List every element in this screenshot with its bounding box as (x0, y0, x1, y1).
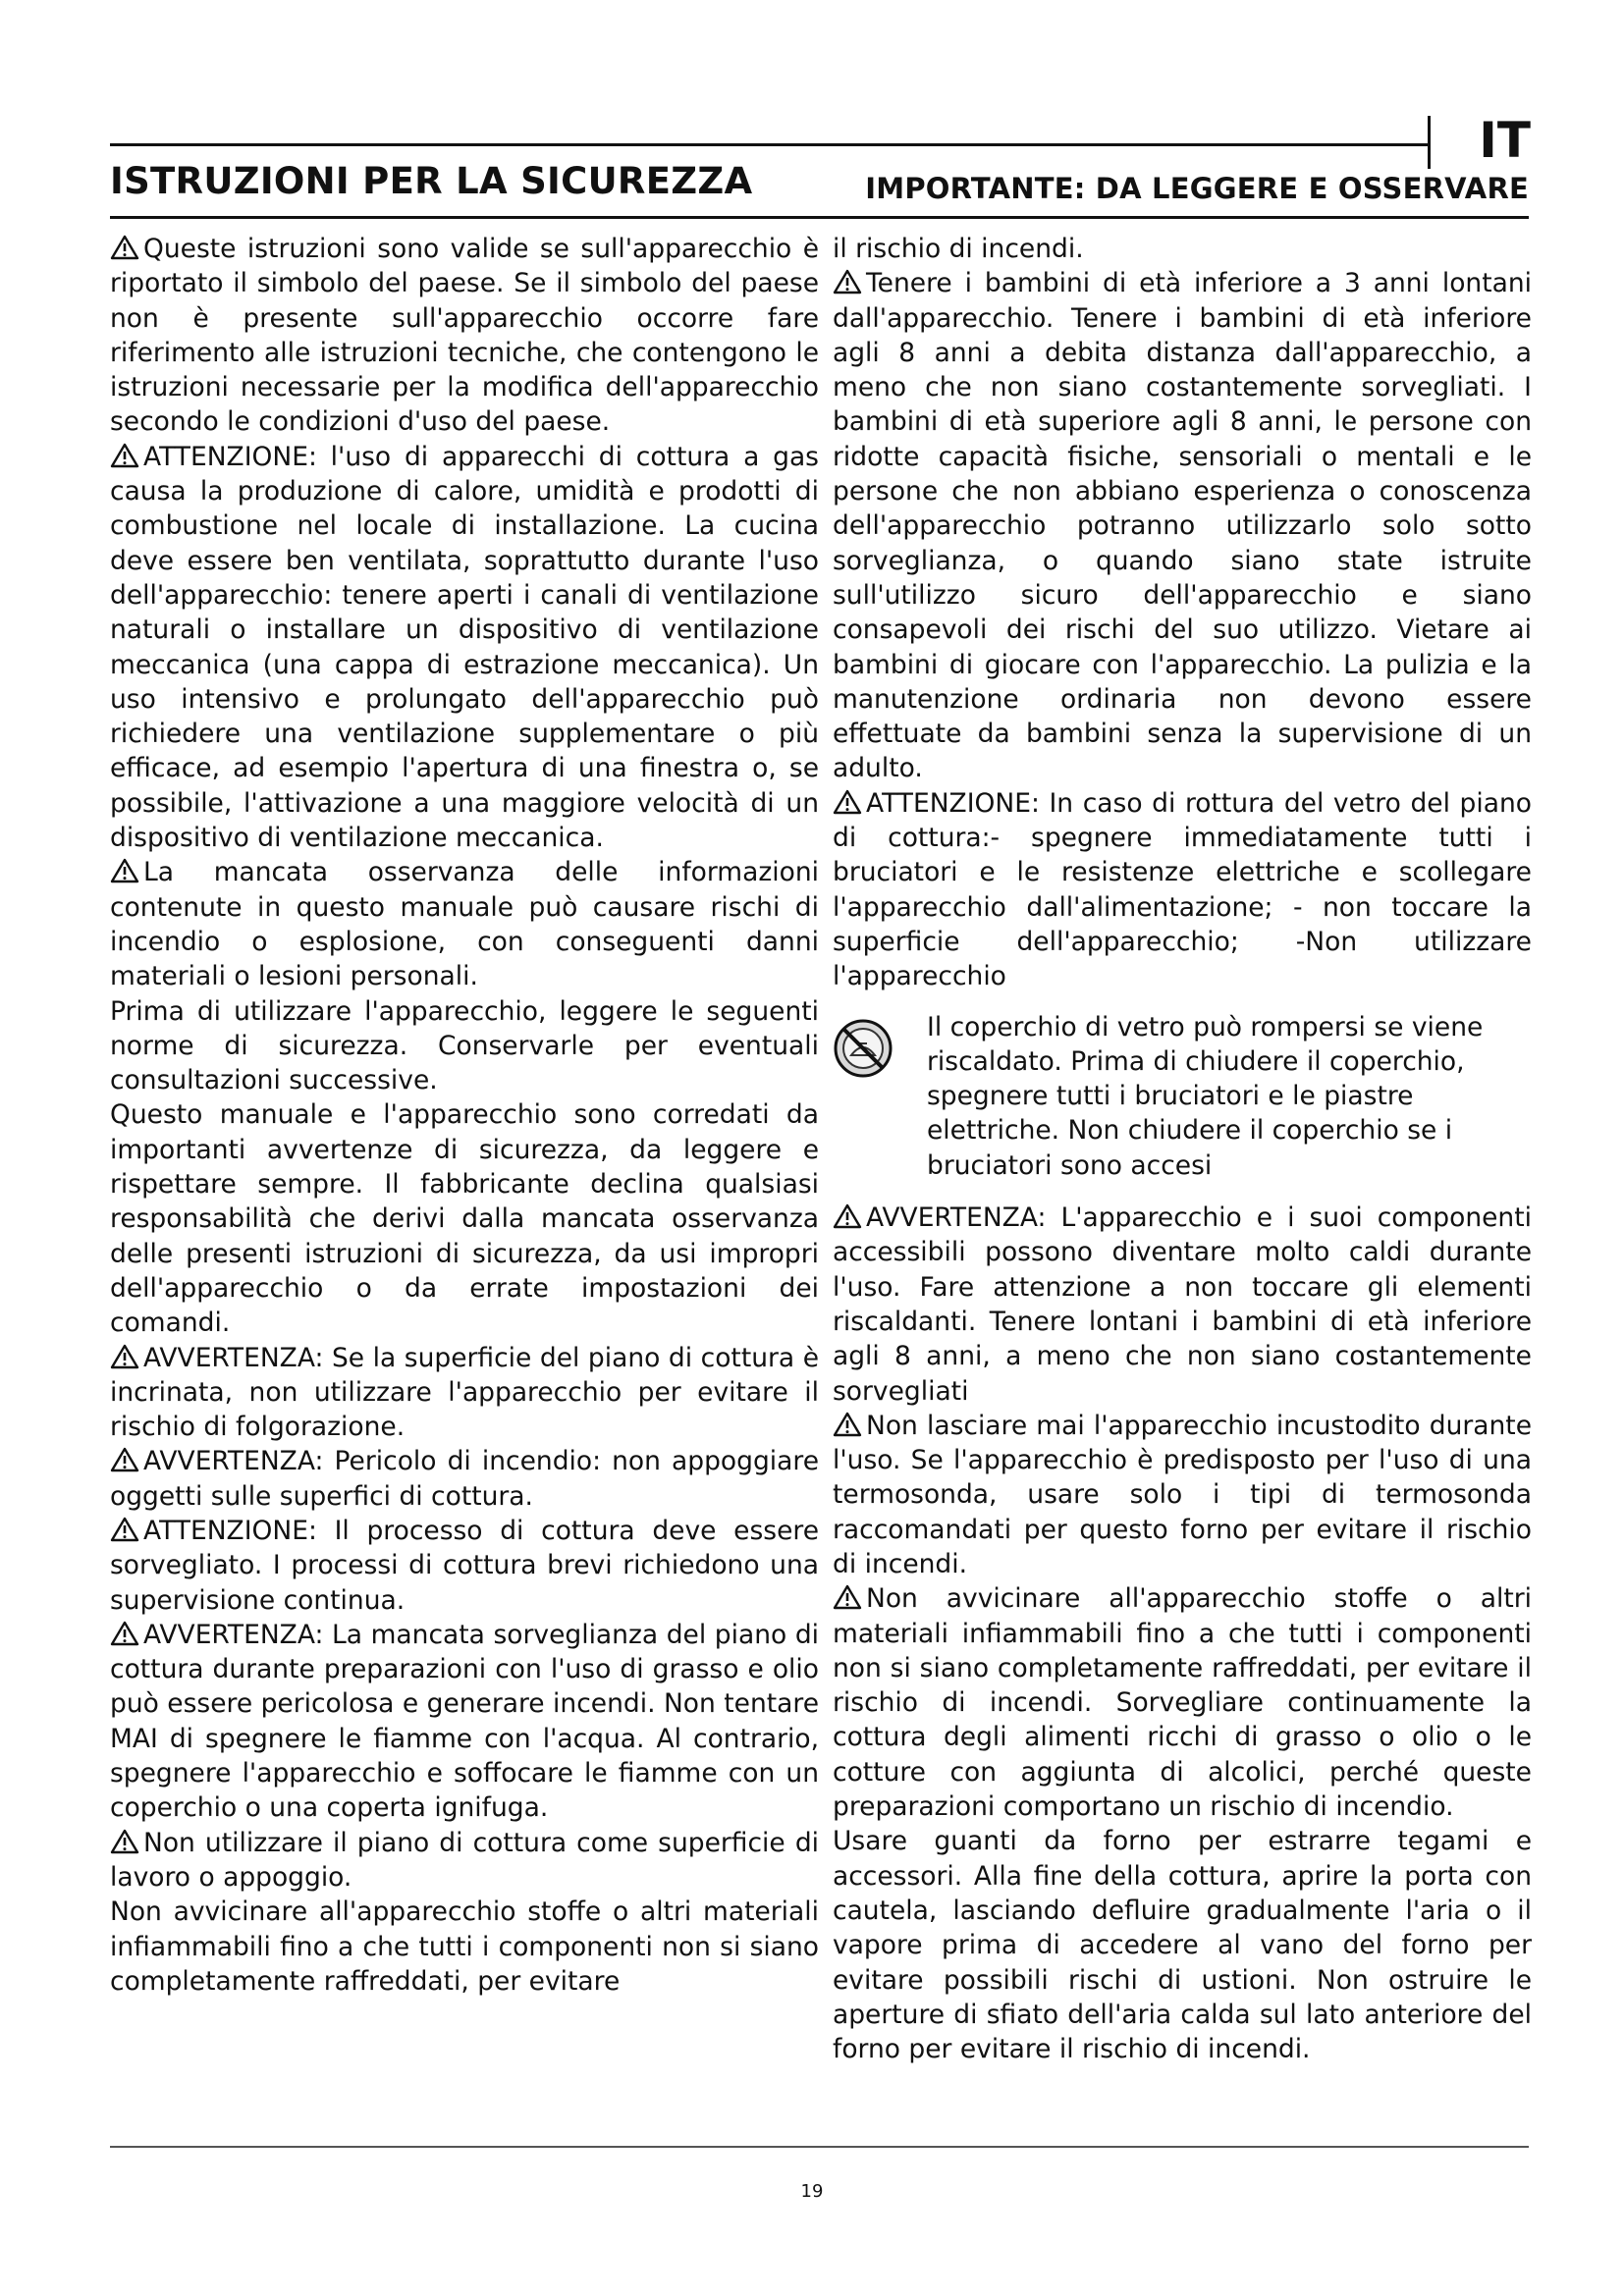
paragraph: ATTENZIONE: l'uso di apparecchi di cottura a gas causa la produzione di calore, umidità e prodotti di combustione nel locale di installazione. La cucina deve essere ben ventilata, soprattutto durante l'uso dell'apparecchio: tenere aperti i canali di ventilazione naturali o installare un dispositivo di ventilazione meccanica (una cappa di estrazione meccanica). Un uso intensivo e prolungato dell'apparecchio può richiedere una ventilazione supplementare o più efficace, ad esempio l'apertura di una finestra o, se possibile, l'attivazione a una maggiore velocità di un dispositivo di ventilazione meccanica. (110, 441, 819, 854)
warning-triangle-icon (110, 858, 139, 883)
glass-lid-notice (833, 1010, 1532, 1183)
paragraph: Non utilizzare il piano di cottura come superficie di lavoro o appoggio. (110, 1827, 819, 1893)
warning-triangle-icon (110, 1517, 139, 1542)
paragraph: AVVERTENZA: Pericolo di incendio: non appoggiare oggetti sulle superfici di cottura. (110, 1446, 819, 1512)
page-number: 19 (800, 2181, 824, 2202)
left-column (110, 232, 819, 1999)
paragraph: Prima di utilizzare l'apparecchio, leggere le seguenti norme di sicurezza. Conservarle per eventuali consultazioni successive. (110, 995, 819, 1096)
paragraph: ATTENZIONE: Il processo di cottura deve essere sorvegliato. I processi di cottura brevi richiedono una supervisione continua. (110, 1515, 819, 1616)
warning-triangle-icon (833, 1412, 862, 1437)
no-glass-lid-icon (833, 1018, 893, 1079)
paragraph: ATTENZIONE: In caso di rottura del vetro del piano di cottura:- spegnere immediatamente tutti i bruciatori e le resistenze elettriche e scollegare l'apparecchio dall'alimentazione; - non toccare la superficie dell'apparecchio; -Non utilizzare l'apparecchio (833, 787, 1532, 992)
paragraph: AVVERTENZA: La mancata sorveglianza del piano di cottura durante preparazioni con l'uso di grasso e olio può essere pericolosa e generare incendi. Non tentare MAI di spegnere le fiamme con l'acqua. Al contrario, spegnere l'apparecchio e soffocare le fiamme con un coperchio o una coperta ignifuga. (110, 1619, 819, 1824)
language-code: IT (1479, 112, 1531, 169)
paragraph: Tenere i bambini di età inferiore a 3 anni lontani dall'apparecchio. Tenere i bambini di età inferiore agli 8 anni a debita distanza dall'apparecchio, a meno che non siano costantemente sorvegliati. I bambini di età superiore agli 8 anni, le persone con ridotte capacità fisiche, sensoriali o mentali e le persone che non abbiano esperienza o conoscenza dell'apparecchio potranno utilizzarlo solo sotto sorveglianza, o quando siano state istruite sull'utilizzo sicuro dell'apparecchio e siano consapevoli dei rischi del suo utilizzo. Vietare ai bambini di giocare con l'apparecchio. La pulizia e la manutenzione ordinaria non devono essere effettuate da bambini senza la supervisione di un adulto. (833, 268, 1532, 784)
paragraph: il rischio di incendi. (833, 234, 1084, 264)
paragraph: Non avvicinare all'apparecchio stoffe o altri materiali infiammabili fino a che tutti i componenti non si siano completamente raffreddati, per evitare il rischio di incendi. Sorvegliare continuamente la cottura degli alimenti ricchi di grasso o olio o le cotture con aggiunta di alcolici, perché queste preparazioni comportano un rischio di incendio. (833, 1583, 1532, 1823)
warning-triangle-icon (110, 235, 139, 260)
warning-triangle-icon (110, 1829, 139, 1854)
warning-triangle-icon (110, 1447, 139, 1472)
top-rule (110, 143, 1428, 146)
paragraph: La mancata osservanza delle informazioni contenute in questo manuale può causare rischi di incendio o esplosione, con conseguenti danni materiali o lesioni personali. (110, 857, 819, 992)
warning-triangle-icon (833, 1203, 862, 1229)
paragraph: Non lasciare mai l'apparecchio incustodito durante l'uso. Se l'apparecchio è predisposto per l'uso di una termosonda, usare solo i tipi di termosonda raccomandati per questo forno per evitare il rischio di incendi. (833, 1410, 1532, 1579)
warning-triangle-icon (833, 1584, 862, 1610)
paragraph: AVVERTENZA: Se la superficie del piano di cottura è incrinata, non utilizzare l'apparecchio per evitare il rischio di folgorazione. (110, 1342, 819, 1443)
notice-text: Il coperchio di vetro può rompersi se viene riscaldato. Prima di chiudere il coperchio, spegnere tutti i bruciatori e le piastre elettriche. Non chiudere il coperchio se i bruciatori sono accesi (927, 1011, 1484, 1181)
paragraph: Questo manuale e l'apparecchio sono corredati da importanti avvertenze di sicurezza, da leggere e rispettare sempre. Il fabbricante declina qualsiasi responsabilità che derivi dalla mancata osservanza delle presenti istruzioni di sicurezza, da usi impropri dell'apparecchio o da errate impostazioni dei comandi. (110, 1099, 819, 1339)
warning-triangle-icon (110, 443, 139, 468)
paragraph: Queste istruzioni sono valide se sull'apparecchio è riportato il simbolo del paese. Se il simbolo del paese non è presente sull'apparecchio occorre fare riferimento alle istruzioni tecniche, che contengono le istruzioni necessarie per la modifica dell'apparecchio secondo le condizioni d'uso del paese. (110, 234, 819, 438)
paragraph: Usare guanti da forno per estrarre tegami e accessori. Alla fine della cottura, aprire la porta con cautela, lasciando defluire gradualmente l'aria o il vapore prima di accedere al vano del forno per evitare possibili rischi di ustioni. Non ostruire le aperture di sfiato dell'aria calda sul lato anteriore del forno per evitare il rischio di incendi. (833, 1826, 1532, 2065)
top-rule-tick (1428, 116, 1431, 169)
warning-triangle-icon (110, 1344, 139, 1369)
paragraph: AVVERTENZA: L'apparecchio e i suoi componenti accessibili possono diventare molto caldi durante l'uso. Fare attenzione a non toccare gli elementi riscaldanti. Tenere lontani i bambini di età inferiore agli 8 anni, a meno che non siano costantemente sorvegliati (833, 1202, 1532, 1407)
warning-triangle-icon (833, 269, 862, 294)
page-subtitle: IMPORTANTE: DA LEGGERE E OSSERVARE (865, 172, 1529, 205)
footer-rule (110, 2146, 1529, 2148)
page-title: ISTRUZIONI PER LA SICUREZZA (110, 160, 753, 202)
warning-triangle-icon (110, 1621, 139, 1646)
right-column (833, 232, 1532, 2066)
header-rule (110, 216, 1529, 219)
paragraph: Non avvicinare all'apparecchio stoffe o altri materiali infiammabili fino a che tutti i componenti non si siano completamente raffreddati, per evitare (110, 1896, 819, 1997)
warning-triangle-icon (833, 789, 862, 815)
